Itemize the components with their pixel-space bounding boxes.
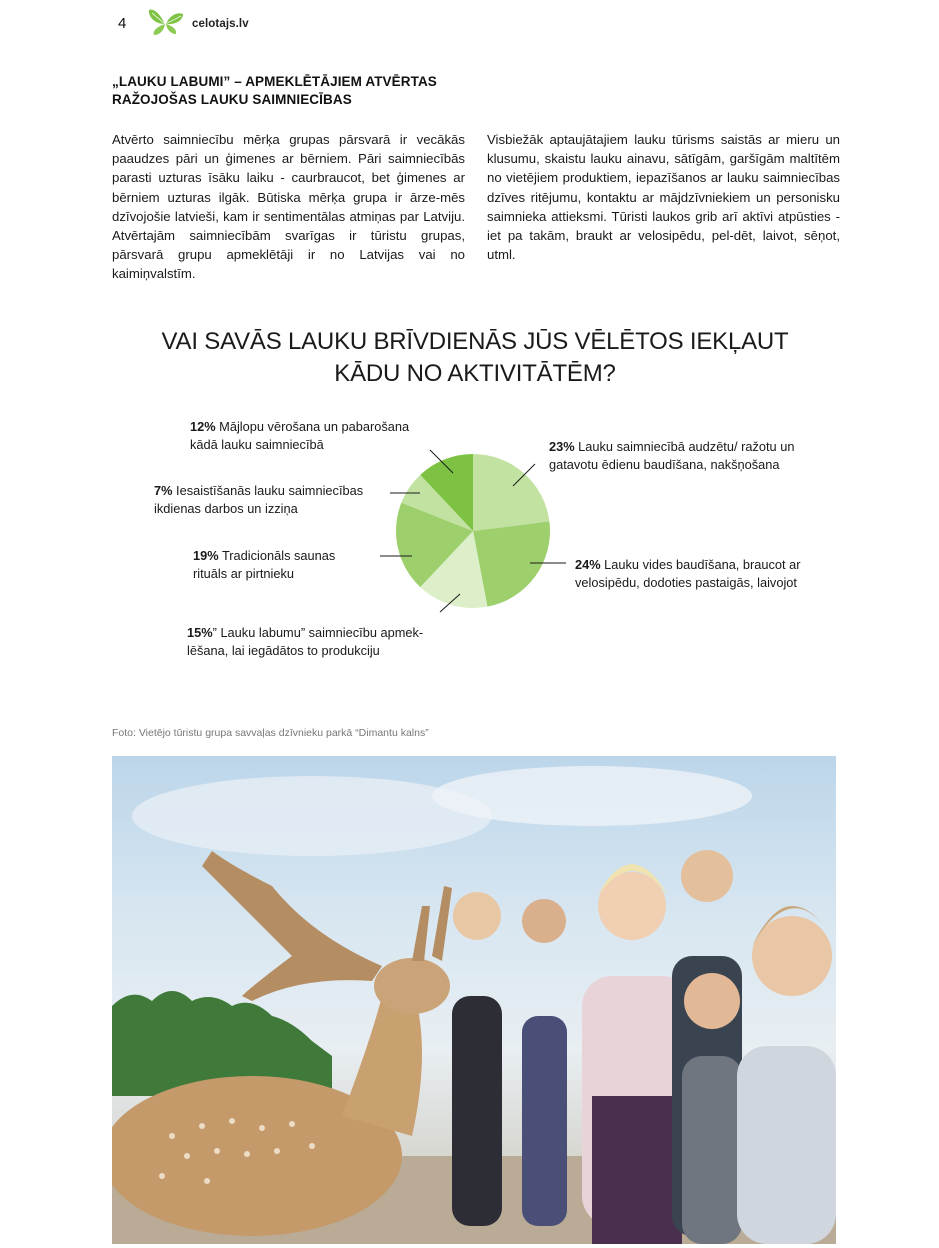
site-name: celotajs.lv	[192, 18, 249, 30]
butterfly-leaf-icon	[146, 4, 186, 38]
pie-label-pct: 12%	[190, 419, 216, 434]
pie-label-text: Lauku saimniecībā audzētu/ ražotu un	[574, 439, 795, 454]
right-paragraph: Visbiežāk aptaujātajiem lauku tūrisms saistās ar mieru un klusumu, skaistu lauku ainavu, sātīgām, garšīgām maltītēm no vietējiem produktiem, iepazīšanos ar lauku saimniecības dzīves ritējumu, kontaktu ar mājdzīvniekiem un personisku saimnieka attieksmi. Tūristi laukos grib arī aktīvi atpūsties - iet pa takām, braukt ar velosipēdu, pel-dēt, laivot, sēņot, utml.	[487, 132, 840, 263]
pie-label-pct: 15%	[187, 625, 213, 640]
pie-label-3	[193, 547, 335, 583]
chart-title	[150, 326, 800, 390]
pie-label-text: Mājlopu vērošana un pabarošana	[215, 419, 410, 434]
section-title: „LAUKU LABUMI” – APMEKLĒTĀJIEM ATVĒRTAS RAŽOJOŠAS LAUKU SAIMNIECĪBAS	[112, 74, 437, 107]
photo-illustration	[112, 756, 836, 1244]
chart-title-line-2: KĀDU NO AKTIVITĀTĒM?	[334, 360, 616, 387]
pie-label-4	[154, 482, 363, 518]
page-header	[0, 0, 939, 50]
pie-label-text: lēšana, lai iegādātos to produkciju	[187, 643, 380, 658]
pie-label-pct: 23%	[549, 439, 575, 454]
pie-label-text: Lauku vides baudīšana, braucot ar	[600, 557, 801, 572]
pie-slice-0	[473, 454, 549, 531]
pie-label-1	[575, 556, 801, 592]
pie-label-pct: 24%	[575, 557, 601, 572]
pie-label-text: ikdienas darbos un izziņa	[154, 501, 298, 516]
pie-label-0	[549, 438, 794, 474]
photo-deer-tourists	[112, 756, 836, 1244]
pie-label-text: Tradicionāls saunas	[218, 548, 336, 563]
pie-label-text: kādā lauku saimniecībā	[190, 437, 324, 452]
pie-label-2	[187, 624, 423, 660]
photo-caption: Foto: Vietējo tūristu grupa savvaļas dzīvnieku parkā “Dimantu kalns”	[112, 727, 429, 739]
chart-title-line-1: VAI SAVĀS LAUKU BRĪVDIENĀS JŪS VĒLĒTOS IEKĻAUT	[161, 328, 789, 355]
pie-label-pct: 19%	[193, 548, 219, 563]
pie-label-text: gatavotu ēdienu baudīšana, nakšņošana	[549, 457, 780, 472]
pie-label-5	[190, 418, 409, 454]
left-paragraph: Atvērto saimniecību mērķa grupas pārsvarā ir vecākās paaudzes pāri un ģimenes ar bērniem. Pāri saimniecībās parasti uzturas īsāku laiku - caurbraucot, bet ģimenes ar bērniem uzturas ilgāk. Būtiska mērķa grupa ir ārze-mēs dzīvojošie latvieši, kam ir sentimentālas atmiņas par Latviju. Atvērtajām saimniecībām svarīgas ir tūristu grupas, pārsvarā grupu apmeklētāji ir no Latvijas vai no kaimiņvalstīm.	[112, 132, 465, 282]
pie-label-text: ” Lauku labumu” saimniecību apmek-	[212, 625, 424, 640]
pie-label-text: rituāls ar pirtnieku	[193, 566, 294, 581]
pie-label-pct: 7%	[154, 483, 173, 498]
page-number: 4	[118, 15, 127, 32]
pie-label-text: velosipēdu, dodoties pastaigās, laivojot	[575, 575, 797, 590]
pie-label-text: Iesaistīšanās lauku saimniecības	[172, 483, 364, 498]
